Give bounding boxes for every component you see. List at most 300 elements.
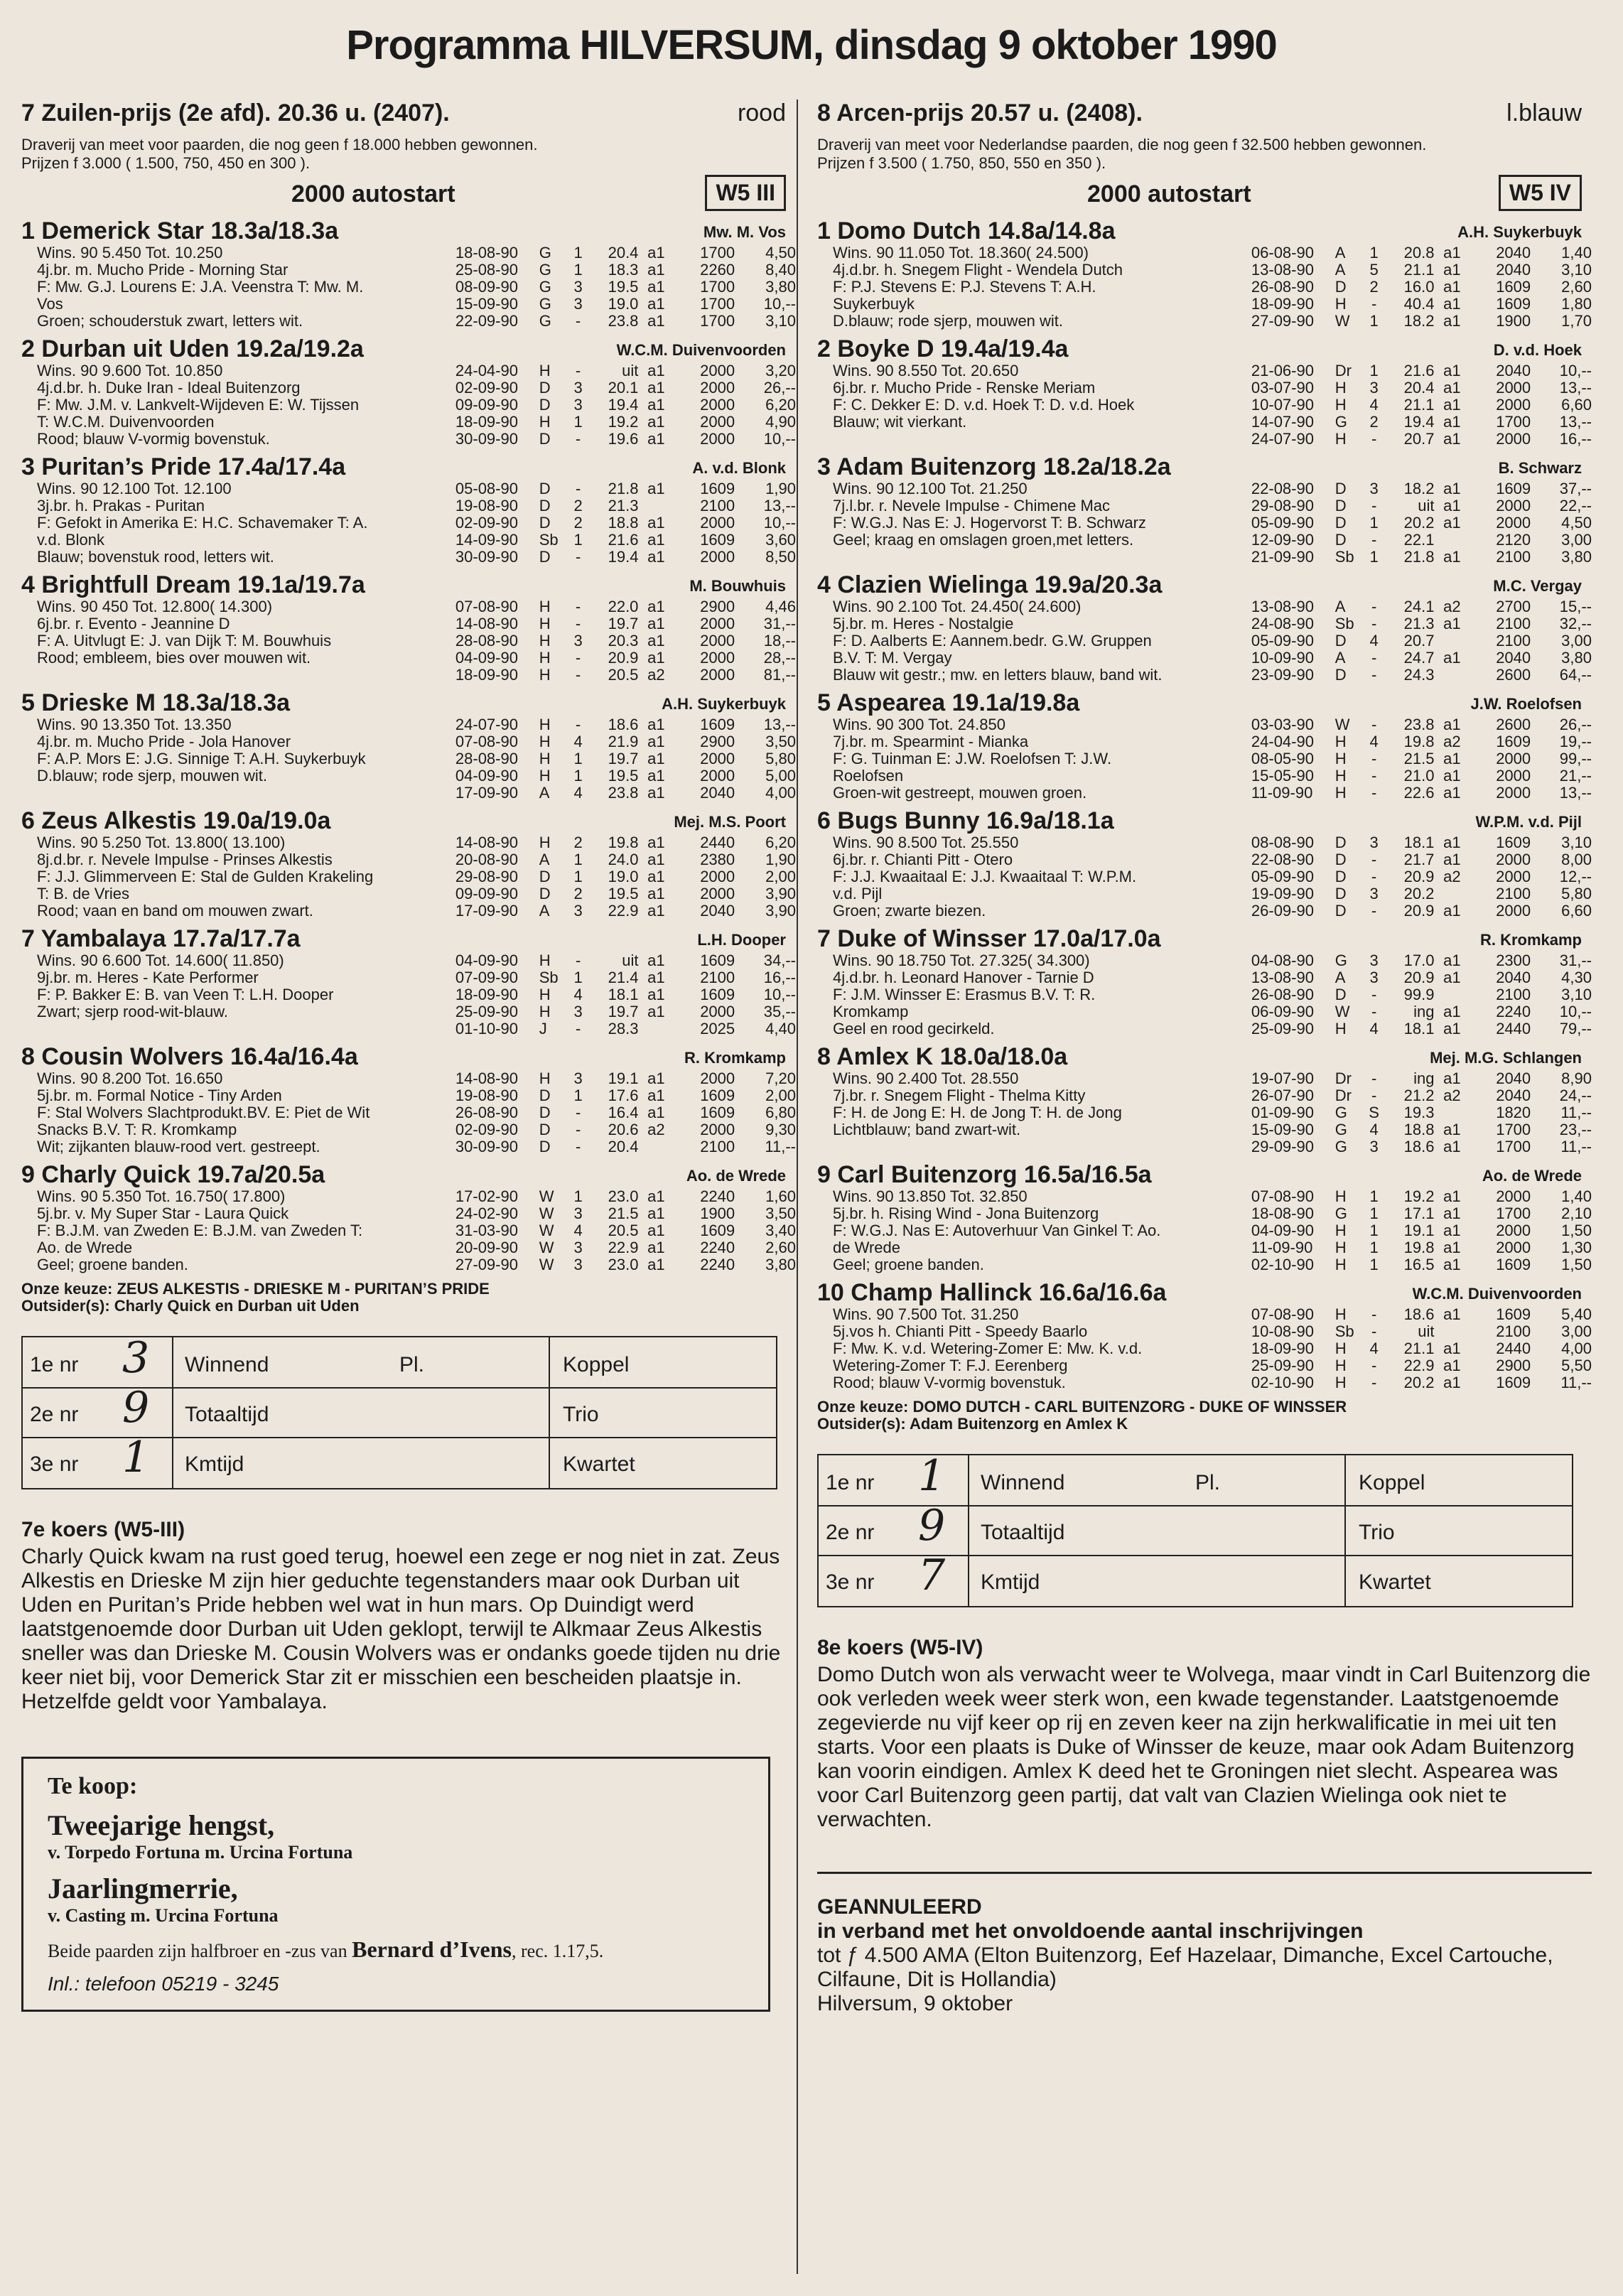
result-cell: 1609	[1496, 834, 1531, 851]
result-cell: H	[1334, 784, 1347, 802]
results-table	[455, 362, 796, 448]
result-cell: a1	[647, 598, 665, 615]
horse-entry	[21, 1043, 796, 1155]
result-cell: 14-07-90	[1251, 413, 1314, 431]
result-cell: a1	[1443, 548, 1461, 566]
race-conditions: Draverij van meet voor Nederlandse paarden, die nog geen f 32.500 hebben gewonnen.	[817, 136, 1427, 153]
horse-info-line: Suykerbuyk	[833, 296, 915, 313]
result-row	[455, 650, 796, 667]
horse-info-line: F: H. de Jong E: H. de Jong T: H. de Jong	[833, 1104, 1122, 1121]
result-cell: 02-10-90	[1251, 1256, 1314, 1273]
result-cell: -	[1371, 531, 1377, 549]
result-row	[1251, 785, 1592, 802]
result-row	[455, 785, 796, 802]
result-row	[1251, 1087, 1592, 1104]
result-cell: 13-08-90	[1251, 969, 1314, 986]
result-cell: a1	[647, 1087, 665, 1104]
handwritten-number: 1	[122, 1433, 150, 1482]
result-cell: 2,00	[765, 868, 796, 885]
horse-info-line: Wins. 90 6.600 Tot. 14.600( 11.850)	[37, 952, 284, 969]
horse-trainer: B. Schwarz	[1498, 459, 1582, 477]
horse-info-line: F: Mw. G.J. Lourens E: J.A. Veenstra T: Mw. M.	[37, 279, 364, 296]
result-cell: 2000	[1496, 430, 1531, 448]
result-cell: 03-03-90	[1251, 716, 1314, 733]
form-label: Kmtijd	[185, 1452, 244, 1476]
our-choice: Onze keuze: ZEUS ALKESTIS - DRIESKE M - PURITAN’S PRIDE	[21, 1280, 490, 1298]
result-cell: 02-09-90	[455, 379, 518, 397]
result-cell	[638, 497, 674, 514]
result-cell: 3,10	[1561, 261, 1592, 279]
result-cell: a1	[647, 649, 665, 667]
result-cell: a1	[1443, 716, 1461, 733]
result-cell: 1700	[700, 312, 735, 330]
result-row	[455, 431, 796, 448]
result-cell: a1	[1443, 396, 1461, 414]
result-cell: 2000	[1496, 396, 1531, 414]
result-cell: 99,--	[1559, 750, 1592, 767]
result-cell: D	[1334, 666, 1347, 684]
result-cell: a1	[1443, 1138, 1461, 1155]
form-label: Winnend	[185, 1353, 269, 1376]
result-cell: 2600	[1496, 716, 1531, 733]
result-cell: 19.0	[608, 295, 639, 313]
horse-info	[21, 598, 455, 684]
result-cell: a1	[1443, 1256, 1461, 1273]
result-cell: 19.7	[608, 615, 639, 632]
result-cell: -	[1371, 497, 1377, 514]
result-cell: a1	[647, 969, 665, 986]
horse-info	[817, 362, 1251, 448]
result-cell: 1	[573, 767, 583, 785]
horse-entry	[21, 925, 796, 1037]
result-cell: -	[1371, 1069, 1377, 1087]
result-cell: 20.9	[1403, 969, 1435, 986]
result-cell: 22.1	[1403, 531, 1435, 549]
horse-info-line: Geel; groene banden.	[37, 1256, 188, 1273]
result-cell: a1	[1443, 244, 1461, 262]
result-cell: G	[539, 312, 551, 330]
horse-info-line: Wins. 90 2.400 Tot. 28.550	[833, 1070, 1019, 1087]
result-cell: H	[539, 952, 551, 969]
result-cell: 13,--	[1559, 784, 1592, 802]
form-rule	[968, 1455, 969, 1606]
result-cell: 1609	[700, 480, 735, 497]
result-cell: G	[1334, 1138, 1347, 1155]
result-cell: 20.2	[1403, 514, 1435, 532]
result-cell: 2000	[700, 666, 735, 684]
result-cell: D	[539, 514, 551, 532]
result-cell: 1820	[1496, 1104, 1531, 1121]
results-table	[1251, 362, 1592, 448]
result-cell: 1,80	[1561, 295, 1592, 313]
horse-entry	[817, 1161, 1592, 1273]
result-cell: 22.9	[608, 902, 639, 920]
result-cell: G	[1334, 1204, 1347, 1222]
horse-info-line: 4j.br. m. Mucho Pride - Morning Star	[37, 262, 289, 279]
result-cell: 6,20	[765, 396, 796, 414]
result-cell: 19.2	[1403, 1187, 1435, 1205]
horse-info	[817, 1306, 1251, 1391]
result-cell: 1	[573, 531, 583, 549]
result-row	[1251, 986, 1592, 1003]
race-color: rood	[737, 99, 786, 126]
horse-entry	[21, 571, 796, 684]
ad-note-name: Bernard d’Ivens	[352, 1936, 512, 1962]
result-cell: 18.1	[608, 986, 639, 1003]
notice-body: tot ƒ 4.500 AMA (Elton Buitenzorg, Eef Hazelaar, Dimanche, Excel Cartouche, Cilfaune, Dit is Hollandia)	[817, 1944, 1553, 1991]
result-row	[1251, 1070, 1592, 1087]
result-row	[455, 716, 796, 733]
result-row	[455, 851, 796, 868]
result-cell: 22,--	[1559, 497, 1592, 514]
result-row	[455, 296, 796, 313]
result-cell: -	[1371, 750, 1377, 767]
horse-name: 4 Brightfull Dream 19.1a/19.7a	[21, 571, 365, 598]
result-cell: D	[1334, 902, 1347, 920]
result-cell: 1	[573, 750, 583, 767]
result-cell: 4	[573, 1222, 583, 1239]
horse-info-line: Groen; zwarte biezen.	[833, 902, 986, 920]
result-cell: 1	[1369, 548, 1379, 566]
result-cell: -	[575, 615, 581, 632]
result-cell: 21.3	[1403, 615, 1435, 632]
result-cell: 2300	[1496, 952, 1531, 969]
horse-info-line: 4j.d.br. h. Snegem Flight - Wendela Dutch	[833, 262, 1123, 279]
result-cell: 19.4	[1403, 413, 1435, 431]
horse-info-line: Wins. 90 9.600 Tot. 10.850	[37, 362, 223, 379]
result-cell: 2040	[700, 784, 735, 802]
result-cell: 2040	[1496, 244, 1531, 262]
result-cell: 20.9	[608, 649, 639, 667]
result-cell: 2100	[700, 969, 735, 986]
result-cell: 2700	[1496, 598, 1531, 615]
result-cell: 23,--	[1559, 1121, 1592, 1138]
horse-name: 7 Yambalaya 17.7a/17.7a	[21, 925, 301, 952]
result-cell: W	[1334, 1003, 1350, 1020]
result-cell: 19.1	[1403, 1222, 1435, 1239]
result-cell: 5,40	[1561, 1305, 1592, 1323]
result-cell: 7,20	[765, 1069, 796, 1087]
result-cell: a1	[647, 952, 665, 969]
result-cell: -	[575, 716, 581, 733]
result-cell: 22-09-90	[455, 312, 518, 330]
result-cell: G	[1334, 1121, 1347, 1138]
result-cell: 1	[573, 261, 583, 279]
horse-info-line: 4j.d.br. h. Duke Iran - Ideal Buitenzorg	[37, 379, 301, 397]
prediction-form	[21, 1333, 777, 1489]
horse-body	[817, 1070, 1592, 1155]
result-cell: 2000	[700, 396, 735, 414]
result-cell: 4,00	[1561, 1340, 1592, 1357]
result-cell: uit	[622, 952, 639, 969]
result-cell: 18-09-90	[455, 986, 518, 1003]
result-cell: 10,--	[1559, 362, 1592, 379]
result-cell: 3,00	[1561, 632, 1592, 650]
result-cell: 2100	[1496, 548, 1531, 566]
result-cell: a1	[1443, 497, 1461, 514]
horse-entry	[21, 453, 796, 566]
horse-info-line: Rood; embleem, bies over mouwen wit.	[37, 650, 311, 667]
result-cell: -	[575, 598, 581, 615]
ad-heading: Te koop:	[48, 1773, 138, 1799]
horse-trainer: Ao. de Wrede	[1482, 1167, 1582, 1185]
horse-info-line: Vos	[37, 296, 63, 313]
result-cell: -	[575, 1121, 581, 1138]
horse-info	[817, 1070, 1251, 1155]
horse-info	[21, 834, 455, 920]
result-cell: 3,50	[765, 733, 796, 750]
result-cell: a1	[647, 986, 665, 1003]
result-cell: 18.6	[1403, 1305, 1435, 1323]
horse-info-line: Wins. 90 7.500 Tot. 31.250	[833, 1306, 1019, 1323]
result-cell: D	[539, 868, 551, 885]
horse-trainer: Ao. de Wrede	[686, 1167, 786, 1185]
race-conditions: Draverij van meet voor paarden, die nog geen f 18.000 hebben gewonnen.	[21, 136, 538, 153]
result-cell: 2900	[700, 598, 735, 615]
result-cell: a1	[647, 413, 665, 431]
result-cell: a1	[647, 396, 665, 414]
result-cell: Sb	[539, 531, 559, 549]
result-cell: 20.9	[1403, 902, 1435, 920]
result-cell: 18-09-90	[1251, 1340, 1314, 1357]
result-cell: 19.5	[608, 885, 639, 902]
horse-body	[21, 834, 796, 920]
result-cell: a1	[647, 902, 665, 920]
result-cell: 19-09-90	[1251, 885, 1314, 902]
result-cell: 2025	[700, 1020, 735, 1037]
result-cell: 2	[573, 885, 583, 902]
result-cell: Sb	[1334, 548, 1354, 566]
result-cell: 1	[573, 1087, 583, 1104]
result-cell: 01-10-90	[455, 1020, 518, 1037]
result-cell: H	[539, 666, 551, 684]
horse-name: 2 Boyke D 19.4a/19.4a	[817, 335, 1069, 362]
result-cell: 12,--	[1559, 868, 1592, 885]
horse-info-line: Wins. 90 8.200 Tot. 16.650	[37, 1070, 223, 1087]
result-cell: 19.7	[608, 750, 639, 767]
result-cell: G	[539, 278, 551, 296]
result-cell: 4,00	[765, 784, 796, 802]
result-row	[455, 497, 796, 514]
result-cell: 26-07-90	[1251, 1087, 1314, 1104]
result-cell: D	[539, 497, 551, 514]
result-row	[1251, 431, 1592, 448]
result-row	[1251, 952, 1592, 969]
result-row	[1251, 1188, 1592, 1205]
result-cell: 05-09-90	[1251, 514, 1314, 532]
horse-info-line: Wins. 90 11.050 Tot. 18.360( 24.500)	[833, 244, 1089, 262]
horse-info-line: Snacks B.V. T: R. Kromkamp	[37, 1121, 237, 1138]
result-cell: 6,20	[765, 834, 796, 851]
result-row	[455, 750, 796, 767]
horse-info-line: 5j.br. m. Heres - Nostalgie	[833, 615, 1014, 632]
result-cell: H	[539, 733, 551, 750]
result-cell: A	[1334, 649, 1346, 667]
result-row	[455, 902, 796, 920]
horse-trainer: Mw. M. Vos	[703, 223, 786, 241]
result-cell: 5,50	[1561, 1357, 1592, 1374]
form-label: Winnend	[981, 1471, 1065, 1494]
result-row	[455, 549, 796, 566]
form-label: 2e nr	[30, 1403, 79, 1426]
result-row	[455, 362, 796, 379]
result-cell: D	[539, 1121, 551, 1138]
result-cell: 2000	[1496, 497, 1531, 514]
result-row	[455, 615, 796, 632]
result-cell: 06-08-90	[1251, 244, 1314, 262]
commentary-text: Charly Quick kwam na rust goed terug, hoewel een zege er nog niet in zat. Zeus Alkestis en Drieske M zijn hier geduchte tegenstanders maar ook Durban uit Uden en Puritan’s Pride hebben wel wat in hun mars. Op Duindigt werd laatstgenoemde door Durban uit Uden geklopt, terwijl te Alkmaar Zeus Alkestis sneller was dan Drieske M. Cousin Wolvers was er ondanks goede tijden nu drie keer niet bij, voor Demerick Star zit er misschien een bescheiden plaatsje in. Hetzelfde geldt voor Yambalaya.	[21, 1545, 781, 1713]
horse-name: 9 Charly Quick 19.7a/20.5a	[21, 1161, 325, 1188]
result-cell: 4,30	[1561, 969, 1592, 986]
result-row	[455, 834, 796, 851]
result-cell: 18.2	[1403, 312, 1435, 330]
horse-info	[21, 952, 455, 1037]
result-cell: 26-08-90	[1251, 986, 1314, 1003]
result-cell: 1	[1369, 1256, 1379, 1273]
result-cell: 04-09-90	[455, 649, 518, 667]
form-label: Trio	[563, 1403, 599, 1426]
result-cell: 79,--	[1559, 1020, 1592, 1037]
result-cell: 8,00	[1561, 851, 1592, 868]
result-cell: H	[539, 649, 551, 667]
horse-entry	[817, 453, 1592, 566]
horse-info	[817, 834, 1251, 920]
horse-info-line: Groen; schouderstuk zwart, letters wit.	[37, 313, 303, 330]
horse-info-line: F: Gefokt in Amerika E: H.C. Schavemaker T: A.	[37, 514, 368, 532]
result-cell: 13,--	[1559, 413, 1592, 431]
result-cell: a1	[647, 261, 665, 279]
result-cell: 1609	[1496, 1256, 1531, 1273]
result-cell: 2260	[700, 261, 735, 279]
horse-info-line: Wins. 90 8.500 Tot. 25.550	[833, 834, 1019, 851]
form-label: 3e nr	[30, 1452, 79, 1476]
result-cell: 1	[573, 244, 583, 262]
result-cell: 17-02-90	[455, 1187, 518, 1205]
result-cell: -	[1371, 716, 1377, 733]
result-row	[1251, 834, 1592, 851]
result-cell: 18-08-90	[455, 244, 518, 262]
horse-info-line: Wins. 90 12.100 Tot. 12.100	[37, 480, 232, 497]
result-cell: H	[1334, 1239, 1347, 1256]
result-row	[455, 632, 796, 650]
result-cell: 18-09-90	[455, 413, 518, 431]
race-name: 8 Arcen-prijs 20.57 u. (2408).	[817, 99, 1143, 126]
result-cell: a1	[1443, 1020, 1461, 1037]
result-cell: H	[1334, 1305, 1347, 1323]
result-cell: 15,--	[1559, 598, 1592, 615]
result-row	[1251, 885, 1592, 902]
result-row	[455, 969, 796, 986]
handwritten-number: 1	[918, 1451, 946, 1501]
horse-body	[817, 952, 1592, 1037]
result-cell: 17-09-90	[455, 784, 518, 802]
result-cell: a1	[1443, 295, 1461, 313]
result-cell: 1	[1369, 1204, 1379, 1222]
result-cell: H	[539, 1003, 551, 1020]
result-cell: 1609	[700, 952, 735, 969]
form-label: 3e nr	[826, 1570, 875, 1594]
result-cell: Sb	[1334, 615, 1354, 632]
result-cell	[638, 1020, 674, 1037]
result-cell: 18-09-90	[455, 666, 518, 684]
result-row	[1251, 414, 1592, 431]
horse-body	[21, 480, 796, 566]
result-cell: a1	[1443, 278, 1461, 296]
result-cell: H	[1334, 1256, 1347, 1273]
result-cell: 2040	[1496, 649, 1531, 667]
result-cell: 18.6	[608, 716, 639, 733]
result-cell: a1	[1443, 649, 1461, 667]
result-cell: G	[1334, 952, 1347, 969]
result-cell: -	[575, 548, 581, 566]
result-cell: 2000	[1496, 902, 1531, 920]
result-row	[455, 514, 796, 532]
result-cell: 23.0	[608, 1187, 639, 1205]
horse-name: 1 Domo Dutch 14.8a/14.8a	[817, 217, 1116, 244]
result-cell: 26-08-90	[1251, 278, 1314, 296]
result-cell: 2100	[1496, 986, 1531, 1003]
result-cell: 18.2	[1403, 480, 1435, 497]
result-cell: 34,--	[763, 952, 796, 969]
result-cell: 2000	[700, 767, 735, 785]
result-cell: 08-09-90	[455, 278, 518, 296]
result-cell: 3,10	[1561, 834, 1592, 851]
column-divider	[797, 99, 798, 2274]
result-cell: 1609	[1496, 1305, 1531, 1323]
result-cell: a1	[647, 312, 665, 330]
horse-name: 7 Duke of Winsser 17.0a/17.0a	[817, 925, 1161, 952]
result-cell: 1,40	[1561, 244, 1592, 262]
result-cell: 26,--	[763, 379, 796, 397]
result-cell: uit	[1418, 1322, 1435, 1340]
result-cell: 13-08-90	[1251, 598, 1314, 615]
outsiders: Outsider(s): Charly Quick en Durban uit Uden	[21, 1297, 360, 1315]
result-cell: H	[1334, 295, 1347, 313]
horse-info-line: v.d. Blonk	[37, 532, 104, 549]
result-row	[1251, 733, 1592, 750]
result-cell: a1	[647, 1204, 665, 1222]
result-row	[455, 1104, 796, 1121]
result-cell: 19.4	[608, 548, 639, 566]
result-cell: 1609	[1496, 733, 1531, 750]
result-row	[1251, 1357, 1592, 1374]
result-cell: 3	[573, 1204, 583, 1222]
result-cell: 18-09-90	[1251, 295, 1314, 313]
result-cell: 6,60	[1561, 902, 1592, 920]
horse-info-line: Geel en rood gecirkeld.	[833, 1020, 995, 1037]
result-cell: 27-09-90	[455, 1256, 518, 1273]
result-cell: 20-08-90	[455, 851, 518, 868]
result-cell: 17.0	[1403, 952, 1435, 969]
result-cell: 4	[573, 733, 583, 750]
result-cell: 1700	[700, 244, 735, 262]
result-cell: 37,--	[1559, 480, 1592, 497]
horse-entry	[817, 1279, 1592, 1391]
result-cell: a1	[647, 1104, 665, 1121]
result-cell: 1700	[1496, 413, 1531, 431]
result-cell: 2120	[1496, 531, 1531, 549]
result-cell: 2	[1369, 278, 1379, 296]
result-row	[455, 244, 796, 262]
result-cell: 13,--	[763, 497, 796, 514]
form-label: Kwartet	[563, 1452, 635, 1476]
result-cell: D	[1334, 868, 1347, 885]
result-cell: a1	[1443, 902, 1461, 920]
result-cell: 3	[573, 1003, 583, 1020]
result-cell: 21.1	[1403, 396, 1435, 414]
result-cell: 19.8	[1403, 733, 1435, 750]
result-cell: a1	[1443, 1374, 1461, 1391]
